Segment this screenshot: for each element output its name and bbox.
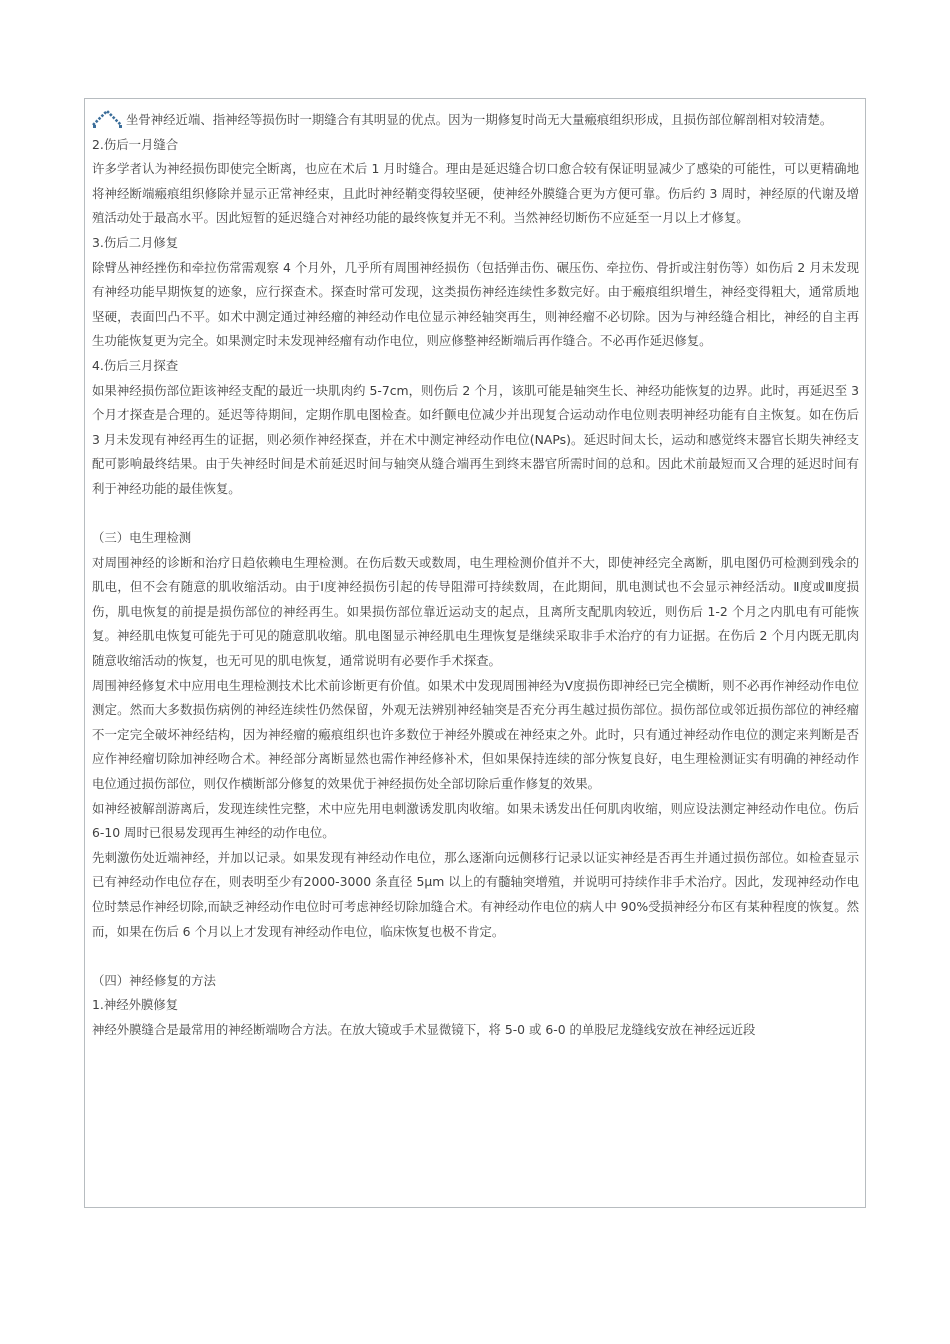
paragraph: 除臂丛神经挫伤和牵拉伤常需观察 4 个月外，几乎所有周围神经损伤（包括弹击伤、碾压伤、牵拉伤、骨折或注射伤等）如伤后 2 月未发现有神经功能早期恢复的迹象，应行探查术。探查时常可发现，这类损伤神经连续性多数完好。由于瘢痕组织增生，神经变得粗大，通常质地坚硬，表面凹凸不平。如术中测定通过神经瘤的神经动作电位显示神经轴突再生，则神经瘤不必切除。因为与神经缝合相比，神经的自主再生功能恢复更为完全。如果测定时未发现神经瘤有动作电位，则应修整神经断端后再作缝合。不必再作延迟修复。 [92, 259, 859, 349]
paragraph: 如神经被解剖游离后，发现连续性完整，术中应先用电刺激诱发肌肉收缩。如果未诱发出任何肌肉收缩，则应设法测定神经动作电位。伤后 6-10 周时已很易发现再生神经的动作电位。 [92, 800, 859, 841]
paragraph: 先刺激伤处近端神经，并加以记录。如果发现有神经动作电位，那么逐渐向远侧移行记录以证实神经是否再生并通过损伤部位。如检查显示已有神经动作电位存在，则表明至少有2000-3000 条直径 5μm 以上的有髓轴突增殖，并说明可持续作非手术治疗。因此，发现神经动作电位时禁忌作神经切除,而缺乏神经动作电位时可考虑神经切除加缝合术。有神经动作电位的病人中 90%受损神经分布区有某种程度的恢复。然而，如果在伤后 6 个月以上才发现有神经动作电位，临床恢复也极不肯定。 [92, 849, 859, 939]
decorative-corner-icon [92, 108, 126, 128]
section-heading: 4.伤后三月探查 [92, 357, 179, 373]
section-heading: （四）神经修复的方法 [92, 972, 216, 988]
paragraph: 神经外膜缝合是最常用的神经断端吻合方法。在放大镜或手术显微镜下，将 5-0 或 6-0 的单股尼龙缝线安放在神经远近段 [92, 1021, 756, 1037]
section-heading: 1.神经外膜修复 [92, 997, 179, 1013]
paragraph: 周围神经修复术中应用电生理检测技术比术前诊断更有价值。如果术中发现周围神经为Ⅴ度损伤即神经已完全横断，则不必再作神经动作电位测定。然而大多数损伤病例的神经连续性仍然保留，外观无法辨别神经轴突是否充分再生越过损伤部位。损伤部位或邻近损伤部位的神经瘤不一定完全破坏神经结构，因为神经瘤的瘢痕组织也许多数位于神经外膜或在神经束之外。此时，只有通过神经动作电位的测定来判断是否应作神经瘤切除加神经吻合术。神经部分离断显然也需作神经修补术，但如果保持连续的部分恢复良好，电生理检测证实有明确的神经动作电位通过损伤部位，则仅作横断部分修复的效果优于神经损伤处全部切除后重作修复的效果。 [92, 677, 859, 792]
blank-line [92, 502, 859, 527]
section-heading: 2.伤后一月缝合 [92, 136, 179, 152]
paragraph: 许多学者认为神经损伤即使完全断离，也应在术后 1 月时缝合。理由是延迟缝合切口愈合较有保证明显减少了感染的可能性，可以更精确地将神经断端瘢痕组织修除并显示正常神经束，且此时神经鞘变得较坚硬，使神经外膜缝合更为方便可靠。伤后约 3 周时，神经原的代谢及增殖活动处于最高水平。因此短暂的延迟缝合对神经功能的最终恢复并无不利。当然神经切断伤不应延至一月以上才修复。 [92, 161, 859, 226]
document-body [92, 108, 859, 1043]
blank-line [92, 944, 859, 969]
paragraph: 对周围神经的诊断和治疗日趋依赖电生理检测。在伤后数天或数周，电生理检测价值并不大，即使神经完全离断，肌电图仍可检测到残余的肌电，但不会有随意的肌收缩活动。由于Ⅰ度神经损伤引起的传导阻滞可持续数周，在此期间，肌电测试也不会显示神经活动。Ⅱ度或Ⅲ度损伤，肌电恢复的前提是损伤部位的神经再生。如果损伤部位靠近运动支的起点，且离所支配肌肉较近，则伤后 1-2 个月之内肌电有可能恢复。神经肌电恢复可能先于可见的随意肌收缩。肌电图显示神经肌电生理恢复是继续采取非手术治疗的有力证据。在伤后 2 个月内既无肌肉随意收缩活动的恢复，也无可见的肌电恢复，通常说明有必要作手术探查。 [92, 554, 859, 669]
paragraph [92, 108, 859, 133]
document-frame [84, 98, 866, 1208]
paragraph: 如果神经损伤部位距该神经支配的最近一块肌肉约 5-7cm，则伤后 2 个月，该肌可能是轴突生长、神经功能恢复的边界。此时，再延迟至 3 个月才探查是合理的。延迟等待期间，定期作肌电图检查。如纤颤电位减少并出现复合运动动作电位则表明神经功能有自主恢复。如在伤后 3 月未发现有神经再生的证据，则必须作神经探查，并在术中测定神经动作电位(NAPs)。延迟时间太长，运动和感觉终末器官长期失神经支配可影响最终结果。由于失神经时间是术前延迟时间与轴突从缝合端再生到终末器官所需时间的总和。因此术前最短而又合理的延迟时间有利于神经功能的最佳恢复。 [92, 382, 859, 496]
section-heading: （三）电生理检测 [92, 530, 192, 546]
section-heading: 3.伤后二月修复 [92, 234, 179, 250]
paragraph-text: 坐骨神经近端、指神经等损伤时一期缝合有其明显的优点。因为一期修复时尚无大量瘢痕组织形成，且损伤部位解剖相对较清楚。 [126, 112, 833, 127]
